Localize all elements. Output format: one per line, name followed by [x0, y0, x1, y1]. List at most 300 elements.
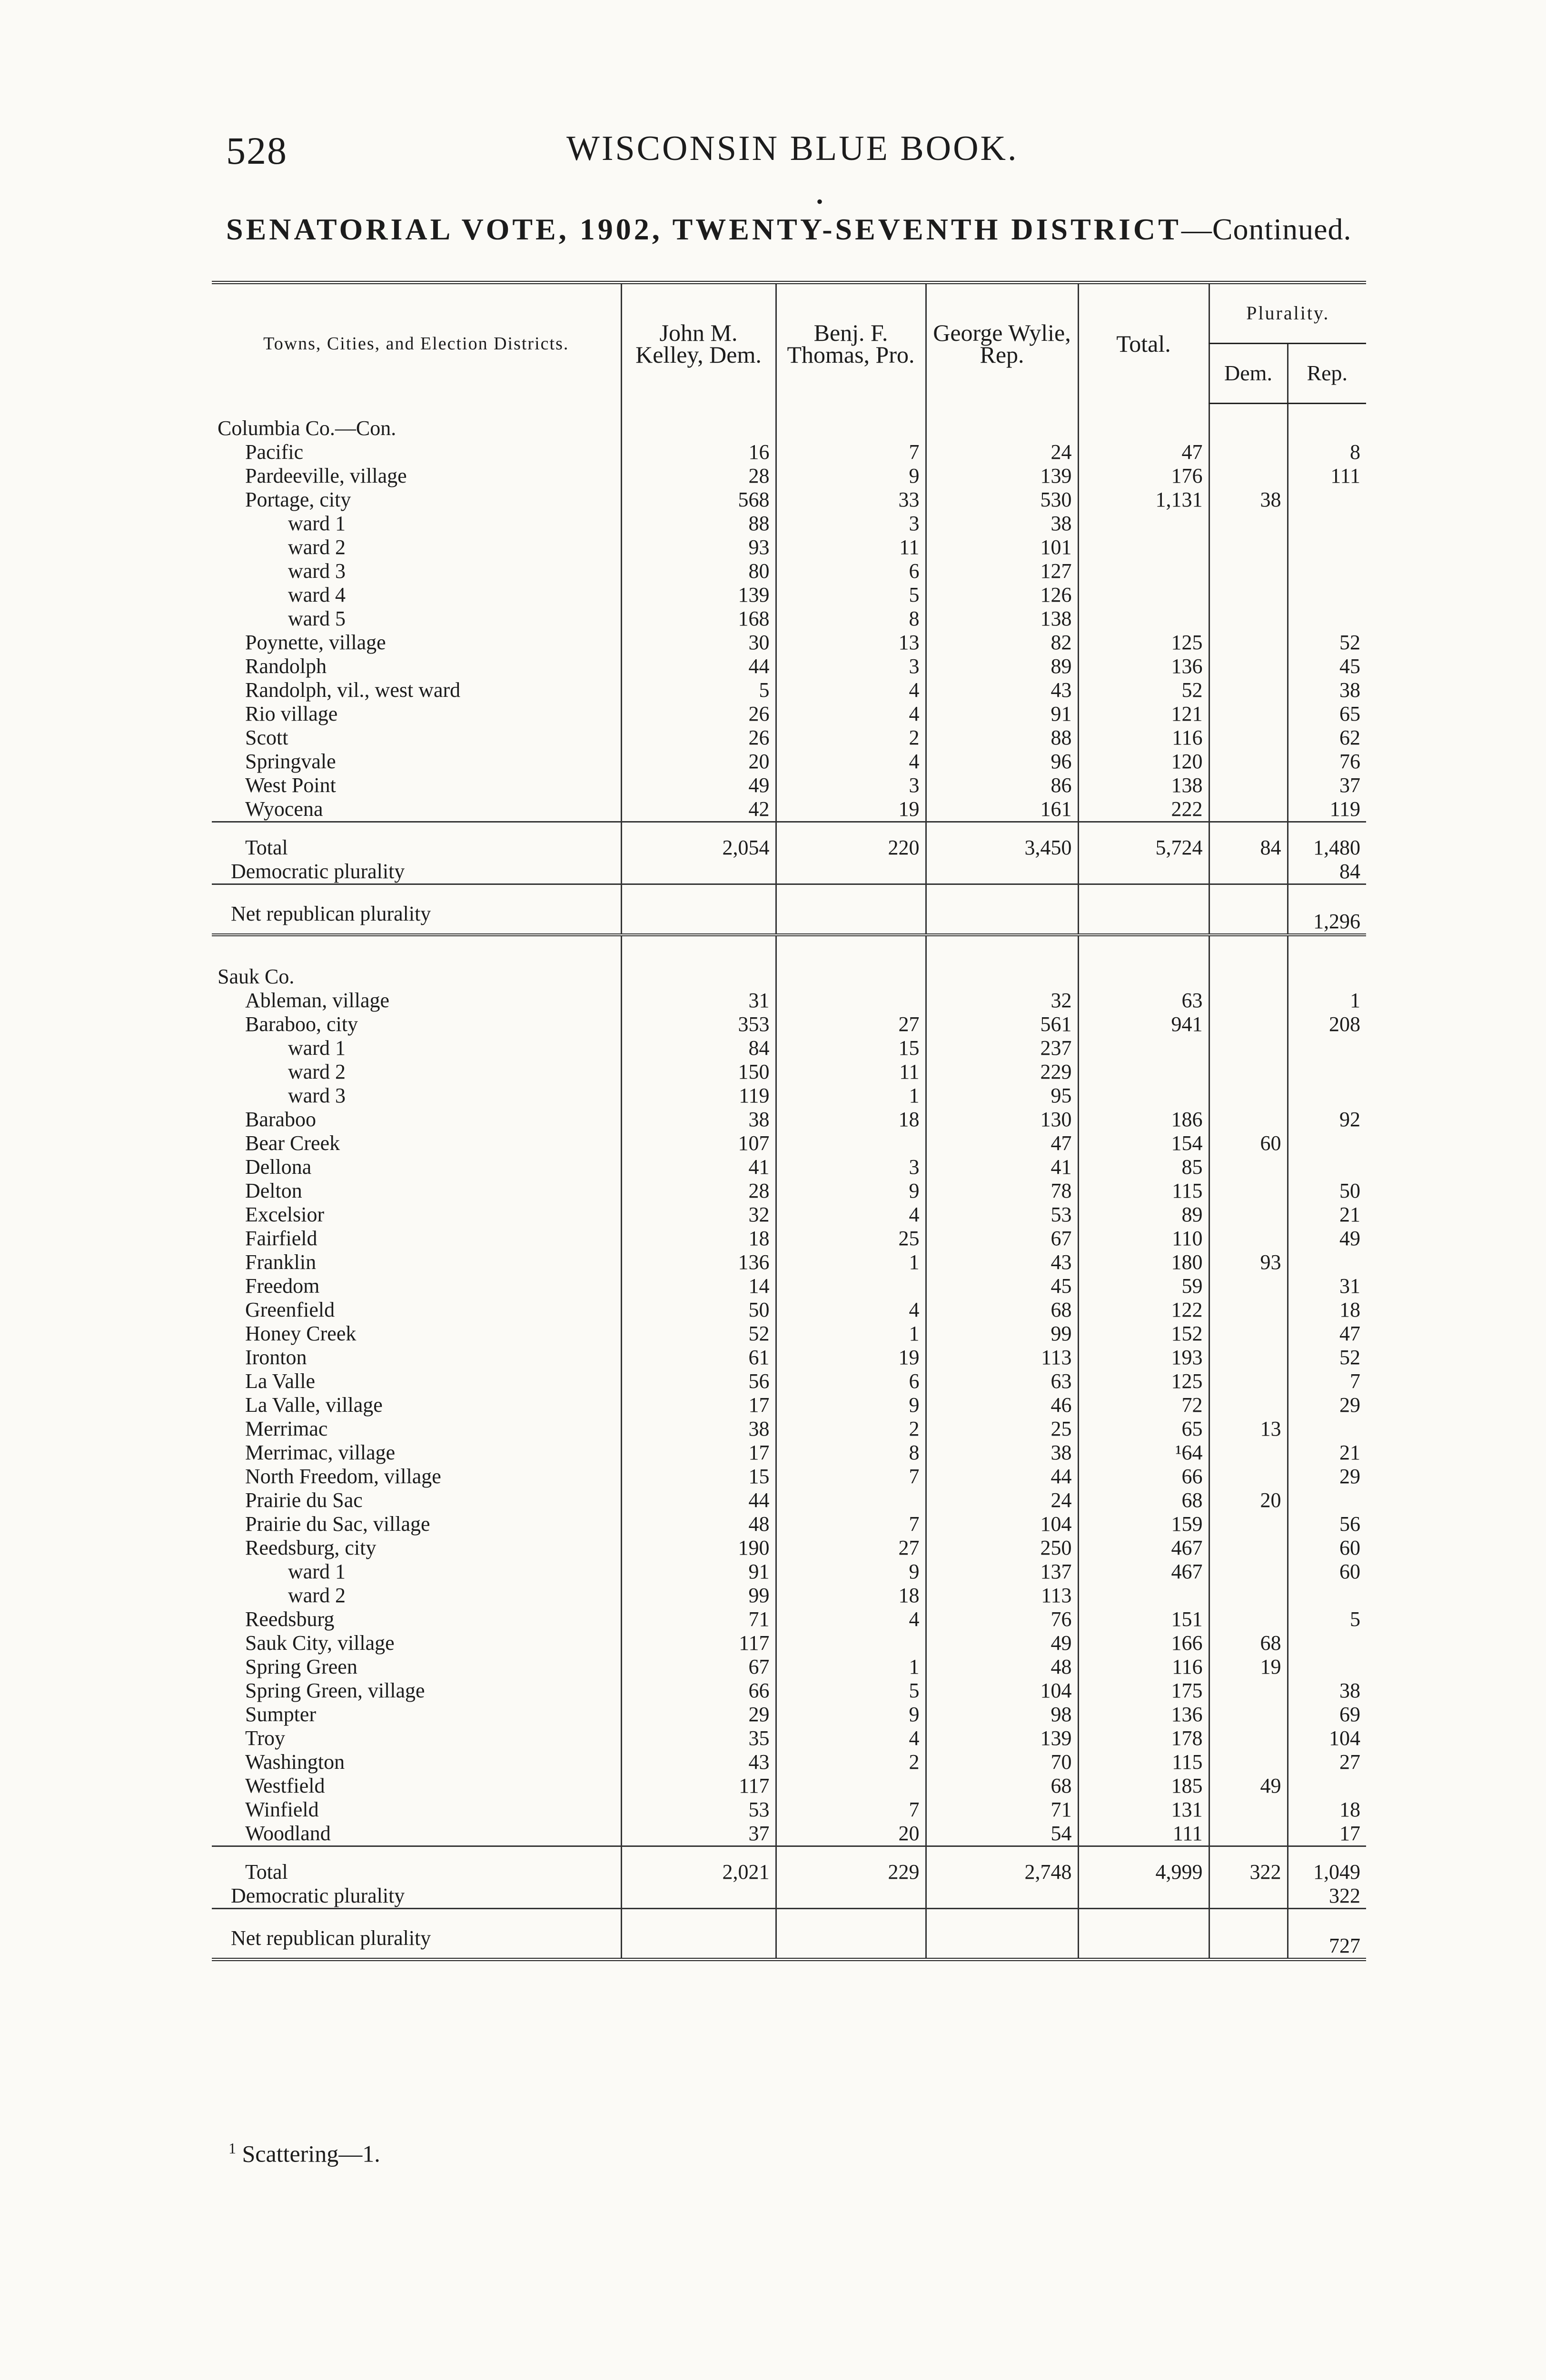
- district-name: Greenfield: [245, 1298, 335, 1321]
- cell-dem: [1209, 1346, 1288, 1369]
- cell-rep: [1288, 1131, 1366, 1155]
- cell-kelley: 42: [621, 797, 776, 822]
- cell-dem: [1209, 1298, 1288, 1322]
- cell-wylie: [926, 1884, 1078, 1909]
- table-row: [212, 1607, 1366, 1631]
- district-name: Sauk City, village: [245, 1631, 395, 1655]
- cell-total: 47: [1078, 440, 1209, 464]
- table-row: [212, 1250, 1366, 1274]
- district-name: Freedom: [245, 1274, 320, 1298]
- cell-total: [1078, 536, 1209, 559]
- table-row: [212, 678, 1366, 702]
- district-name: Woodland: [245, 1822, 331, 1845]
- net-plurality-label: Net republican plurality: [212, 1909, 621, 1960]
- cell-total: [1078, 512, 1209, 536]
- cell-total: 116: [1078, 726, 1209, 750]
- cell-dem: [1209, 464, 1288, 488]
- cell-wylie: 76: [926, 1607, 1078, 1631]
- cell-rep: 38: [1288, 678, 1366, 702]
- cell-rep: 65: [1288, 702, 1366, 726]
- cell-kelley: 43: [621, 1750, 776, 1774]
- district-name: Sumpter: [245, 1703, 317, 1726]
- cell-kelley: 26: [621, 702, 776, 726]
- cell-total: 178: [1078, 1726, 1209, 1750]
- cell-kelley: 41: [621, 1155, 776, 1179]
- cell-kelley: 56: [621, 1369, 776, 1393]
- cell-wylie: 96: [926, 750, 1078, 774]
- table-row: [212, 1131, 1366, 1155]
- cell-rep: 21: [1288, 1203, 1366, 1227]
- cell-kelley: 150: [621, 1060, 776, 1084]
- cell-dem: 20: [1209, 1488, 1288, 1512]
- cell-dem: 93: [1209, 1250, 1288, 1274]
- table-row: [212, 583, 1366, 607]
- cell-kelley: 38: [621, 1417, 776, 1441]
- cell-thomas: 9: [776, 1703, 926, 1726]
- cell-rep: 62: [1288, 726, 1366, 750]
- table-row: [212, 654, 1366, 678]
- cell-wylie: 68: [926, 1298, 1078, 1322]
- cell-wylie: 38: [926, 512, 1078, 536]
- total-kelley: 2,021: [621, 1846, 776, 1884]
- cell-rep: [1288, 1250, 1366, 1274]
- cell-kelley: 568: [621, 488, 776, 512]
- district-name: Poynette, village: [245, 631, 386, 654]
- cell-rep: [1288, 1774, 1366, 1798]
- cell-wylie: 139: [926, 1726, 1078, 1750]
- cell-rep: [1288, 559, 1366, 583]
- total-row: [212, 1846, 1366, 1884]
- cell-rep: 208: [1288, 1012, 1366, 1036]
- cell-dem: [1209, 1536, 1288, 1560]
- cell-kelley: 88: [621, 512, 776, 536]
- district-name: ward 1: [288, 1560, 346, 1583]
- section-heading-row: [212, 403, 1366, 440]
- cell-dem: [1209, 1512, 1288, 1536]
- district-name: Honey Creek: [245, 1322, 357, 1345]
- cell-dem: [1209, 440, 1288, 464]
- district-name: ward 2: [288, 536, 346, 559]
- cell-dem: [1209, 536, 1288, 559]
- cell-total: 52: [1078, 678, 1209, 702]
- table-row: [212, 1774, 1366, 1798]
- col-header-thomas: Benj. F. Thomas, Pro.: [776, 283, 926, 404]
- district-name: Ableman, village: [245, 989, 390, 1012]
- cell-dem: [1209, 702, 1288, 726]
- cell-wylie: 63: [926, 1369, 1078, 1393]
- footnote-text: Scattering—1.: [242, 2140, 380, 2167]
- cell-total: 193: [1078, 1346, 1209, 1369]
- district-name: ward 2: [288, 1060, 346, 1083]
- cell-thomas: 18: [776, 1584, 926, 1607]
- cell-thomas: 8: [776, 1441, 926, 1465]
- cell-wylie: [926, 1909, 1078, 1960]
- cell-rep: 119: [1288, 797, 1366, 822]
- district-name: Pacific: [245, 440, 304, 464]
- cell-wylie: 250: [926, 1536, 1078, 1560]
- cell-thomas: 20: [776, 1822, 926, 1846]
- table-row: [212, 726, 1366, 750]
- cell-rep: 18: [1288, 1798, 1366, 1822]
- cell-dem: [1209, 1227, 1288, 1250]
- cell-rep: [1288, 607, 1366, 631]
- cell-rep: 111: [1288, 464, 1366, 488]
- cell-thomas: 15: [776, 1036, 926, 1060]
- cell-rep: 45: [1288, 654, 1366, 678]
- cell-kelley: 37: [621, 1822, 776, 1846]
- cell-wylie: 101: [926, 536, 1078, 559]
- cell-thomas: 4: [776, 678, 926, 702]
- cell-thomas: 4: [776, 1726, 926, 1750]
- table-row: [212, 1298, 1366, 1322]
- cell-total: [1078, 1084, 1209, 1108]
- cell-dem: [1209, 631, 1288, 654]
- table-row: [212, 1560, 1366, 1584]
- table-row: [212, 1536, 1366, 1560]
- footnote: [228, 2140, 380, 2168]
- cell-rep: 5: [1288, 1607, 1366, 1631]
- cell-dem: 68: [1209, 1631, 1288, 1655]
- cell-rep: 29: [1288, 1393, 1366, 1417]
- header-dot: •: [816, 191, 823, 212]
- cell-thomas: [776, 1274, 926, 1298]
- cell-rep: 47: [1288, 1322, 1366, 1346]
- cell-thomas: 25: [776, 1227, 926, 1250]
- cell-wylie: 48: [926, 1655, 1078, 1679]
- district-name: Merrimac: [245, 1417, 328, 1440]
- col-header-district: Towns, Cities, and Election Districts.: [212, 283, 621, 404]
- cell-dem: [1209, 607, 1288, 631]
- cell-thomas: 1: [776, 1250, 926, 1274]
- district-name: La Valle: [245, 1369, 316, 1393]
- cell-thomas: [776, 884, 926, 935]
- district-name: ward 1: [288, 512, 346, 535]
- table-title: [226, 212, 1351, 247]
- cell-total: 68: [1078, 1488, 1209, 1512]
- district-name: Dellona: [245, 1155, 312, 1179]
- cell-dem: 13: [1209, 1417, 1288, 1441]
- cell-rep: [1288, 536, 1366, 559]
- cell-thomas: 7: [776, 1512, 926, 1536]
- cell-thomas: 4: [776, 1298, 926, 1322]
- cell-total: 111: [1078, 1822, 1209, 1846]
- cell-thomas: [776, 935, 926, 989]
- table-row: [212, 1441, 1366, 1465]
- table-row: [212, 631, 1366, 654]
- cell-dem: [1209, 1441, 1288, 1465]
- district-name: Randolph, vil., west ward: [245, 678, 461, 702]
- cell-kelley: 67: [621, 1655, 776, 1679]
- table-row: [212, 1036, 1366, 1060]
- cell-total: 59: [1078, 1274, 1209, 1298]
- cell-total: 176: [1078, 464, 1209, 488]
- cell-kelley: 117: [621, 1631, 776, 1655]
- dem-plurality-value: 322: [1288, 1884, 1366, 1909]
- cell-wylie: 104: [926, 1512, 1078, 1536]
- cell-kelley: 50: [621, 1298, 776, 1322]
- cell-total: ¹64: [1078, 1441, 1209, 1465]
- cell-wylie: 126: [926, 583, 1078, 607]
- total-thomas: 229: [776, 1846, 926, 1884]
- table-foot: [212, 1960, 1366, 1966]
- cell-wylie: 530: [926, 488, 1078, 512]
- total-kelley: 2,054: [621, 822, 776, 860]
- cell-rep: [1288, 488, 1366, 512]
- cell-thomas: 1: [776, 1084, 926, 1108]
- total-rep: 1,480: [1288, 822, 1366, 860]
- cell-thomas: 19: [776, 1346, 926, 1369]
- district-name: Winfield: [245, 1798, 319, 1821]
- cell-thomas: 13: [776, 631, 926, 654]
- cell-wylie: 237: [926, 1036, 1078, 1060]
- cell-rep: 104: [1288, 1726, 1366, 1750]
- cell-thomas: 6: [776, 1369, 926, 1393]
- table-row: [212, 1584, 1366, 1607]
- cell-kelley: 80: [621, 559, 776, 583]
- cell-total: 180: [1078, 1250, 1209, 1274]
- cell-thomas: 2: [776, 1750, 926, 1774]
- cell-kelley: 107: [621, 1131, 776, 1155]
- cell-wylie: 113: [926, 1346, 1078, 1369]
- cell-kelley: [621, 860, 776, 884]
- cell-rep: 52: [1288, 631, 1366, 654]
- cell-dem: [1209, 884, 1288, 935]
- cell-thomas: 1: [776, 1322, 926, 1346]
- cell-total: 116: [1078, 1655, 1209, 1679]
- cell-kelley: 136: [621, 1250, 776, 1274]
- cell-wylie: 70: [926, 1750, 1078, 1774]
- total-wylie: 2,748: [926, 1846, 1078, 1884]
- cell-dem: [1209, 654, 1288, 678]
- cell-thomas: [776, 1131, 926, 1155]
- cell-wylie: 95: [926, 1084, 1078, 1108]
- cell-dem: [1209, 583, 1288, 607]
- cell-total: 121: [1078, 702, 1209, 726]
- cell-total: 152: [1078, 1322, 1209, 1346]
- district-name: Portage, city: [245, 488, 351, 511]
- total-thomas: 220: [776, 822, 926, 860]
- district-name: ward 3: [288, 559, 346, 583]
- cell-rep: 38: [1288, 1679, 1366, 1703]
- cell-thomas: [776, 403, 926, 440]
- district-name: Spring Green, village: [245, 1679, 425, 1702]
- cell-wylie: 38: [926, 1441, 1078, 1465]
- cell-rep: 56: [1288, 1512, 1366, 1536]
- table-row: [212, 1822, 1366, 1846]
- cell-kelley: [621, 884, 776, 935]
- dem-plurality-value: 84: [1288, 860, 1366, 884]
- cell-wylie: [926, 884, 1078, 935]
- cell-rep: [1288, 512, 1366, 536]
- table-row: [212, 1679, 1366, 1703]
- cell-thomas: 2: [776, 726, 926, 750]
- table-row: [212, 989, 1366, 1012]
- cell-total: 110: [1078, 1227, 1209, 1250]
- district-name: Reedsburg, city: [245, 1536, 377, 1559]
- cell-total: 175: [1078, 1679, 1209, 1703]
- cell-wylie: 137: [926, 1560, 1078, 1584]
- cell-kelley: 91: [621, 1560, 776, 1584]
- cell-total: 115: [1078, 1179, 1209, 1203]
- table-row: [212, 1488, 1366, 1512]
- cell-rep: 92: [1288, 1108, 1366, 1131]
- table-row: [212, 1417, 1366, 1441]
- net-plurality-row: [212, 1909, 1366, 1960]
- cell-kelley: 48: [621, 1512, 776, 1536]
- cell-wylie: 43: [926, 1250, 1078, 1274]
- cell-thomas: 1: [776, 1655, 926, 1679]
- cell-wylie: 161: [926, 797, 1078, 822]
- cell-rep: 69: [1288, 1703, 1366, 1726]
- cell-thomas: 5: [776, 1679, 926, 1703]
- table-row: [212, 1703, 1366, 1726]
- table-row: [212, 1060, 1366, 1084]
- cell-thomas: 4: [776, 1203, 926, 1227]
- cell-kelley: 28: [621, 464, 776, 488]
- cell-wylie: 98: [926, 1703, 1078, 1726]
- cell-dem: 49: [1209, 1774, 1288, 1798]
- cell-total: 159: [1078, 1512, 1209, 1536]
- table-row: [212, 774, 1366, 797]
- col-header-plurality: Plurality.: [1209, 283, 1366, 344]
- cell-thomas: [776, 989, 926, 1012]
- cell-dem: [1209, 1179, 1288, 1203]
- cell-kelley: 53: [621, 1798, 776, 1822]
- district-name: Ironton: [245, 1346, 307, 1369]
- district-name: Rio village: [245, 702, 338, 725]
- cell-thomas: 3: [776, 512, 926, 536]
- cell-dem: [1209, 1822, 1288, 1846]
- cell-rep: 31: [1288, 1274, 1366, 1298]
- cell-dem: [1209, 750, 1288, 774]
- cell-dem: [1209, 512, 1288, 536]
- table-row: [212, 1274, 1366, 1298]
- cell-rep: 18: [1288, 1298, 1366, 1322]
- cell-dem: 19: [1209, 1655, 1288, 1679]
- cell-kelley: 44: [621, 1488, 776, 1512]
- cell-thomas: 4: [776, 1607, 926, 1631]
- cell-kelley: 16: [621, 440, 776, 464]
- cell-rep: 27: [1288, 1750, 1366, 1774]
- table-body: [212, 403, 1366, 1960]
- cell-total: 85: [1078, 1155, 1209, 1179]
- cell-kelley: [621, 1884, 776, 1909]
- cell-wylie: 49: [926, 1631, 1078, 1655]
- cell-thomas: 27: [776, 1012, 926, 1036]
- table-row: [212, 1631, 1366, 1655]
- cell-total: [1078, 1036, 1209, 1060]
- cell-kelley: 190: [621, 1536, 776, 1560]
- cell-rep: [1288, 1584, 1366, 1607]
- cell-wylie: 24: [926, 1488, 1078, 1512]
- cell-rep: [1288, 1488, 1366, 1512]
- cell-wylie: 67: [926, 1227, 1078, 1250]
- table-row: [212, 1108, 1366, 1131]
- total-rep: 1,049: [1288, 1846, 1366, 1884]
- district-name: ward 4: [288, 583, 346, 606]
- cell-kelley: [621, 1909, 776, 1960]
- total-total: 4,999: [1078, 1846, 1209, 1884]
- cell-rep: 29: [1288, 1465, 1366, 1488]
- total-dem: 84: [1209, 822, 1288, 860]
- cell-dem: [1209, 1465, 1288, 1488]
- cell-dem: [1209, 559, 1288, 583]
- cell-wylie: 53: [926, 1203, 1078, 1227]
- cell-dem: 38: [1209, 488, 1288, 512]
- cell-wylie: 104: [926, 1679, 1078, 1703]
- cell-thomas: [776, 860, 926, 884]
- district-name: ward 3: [288, 1084, 346, 1107]
- cell-thomas: [776, 1884, 926, 1909]
- page-number: 528: [226, 129, 287, 172]
- county-name: Sauk Co.: [212, 935, 621, 989]
- cell-kelley: 18: [621, 1227, 776, 1250]
- table-row: [212, 607, 1366, 631]
- cell-wylie: 86: [926, 774, 1078, 797]
- dem-plurality-label: Democratic plurality: [231, 1884, 405, 1907]
- cell-thomas: 11: [776, 1060, 926, 1084]
- cell-total: [1078, 1884, 1209, 1909]
- cell-rep: 60: [1288, 1560, 1366, 1584]
- cell-thomas: 8: [776, 607, 926, 631]
- cell-thomas: 27: [776, 1536, 926, 1560]
- cell-total: [1078, 860, 1209, 884]
- cell-dem: [1209, 1108, 1288, 1131]
- cell-total: 125: [1078, 1369, 1209, 1393]
- district-name: Randolph: [245, 654, 327, 678]
- cell-dem: [1209, 1703, 1288, 1726]
- cell-kelley: 49: [621, 774, 776, 797]
- cell-total: 66: [1078, 1465, 1209, 1488]
- cell-rep: [1288, 1417, 1366, 1441]
- cell-total: [1078, 935, 1209, 989]
- cell-total: 63: [1078, 989, 1209, 1012]
- cell-total: 72: [1078, 1393, 1209, 1417]
- cell-rep: 50: [1288, 1179, 1366, 1203]
- cell-dem: [1209, 1750, 1288, 1774]
- net-plurality-row: [212, 884, 1366, 935]
- district-name: Delton: [245, 1179, 302, 1202]
- table-title-main: SENATORIAL VOTE, 1902, TWENTY-SEVENTH DISTRICT: [226, 212, 1181, 246]
- cell-total: 136: [1078, 1703, 1209, 1726]
- cell-wylie: 41: [926, 1155, 1078, 1179]
- district-name: Baraboo: [245, 1108, 317, 1131]
- cell-kelley: 17: [621, 1441, 776, 1465]
- cell-rep: 8: [1288, 440, 1366, 464]
- table-row: [212, 1227, 1366, 1250]
- cell-dem: [1209, 1369, 1288, 1393]
- cell-thomas: [776, 1774, 926, 1798]
- cell-total: [1078, 1909, 1209, 1960]
- total-label: Total: [212, 822, 621, 860]
- cell-total: 131: [1078, 1798, 1209, 1822]
- cell-wylie: 82: [926, 631, 1078, 654]
- dem-plurality-label: Democratic plurality: [231, 860, 405, 883]
- col-header-kelley: John M. Kelley, Dem.: [621, 283, 776, 404]
- cell-rep: [1288, 1155, 1366, 1179]
- cell-dem: [1209, 1884, 1288, 1909]
- cell-dem: [1209, 1798, 1288, 1822]
- table-title-suffix: —Continued.: [1181, 212, 1352, 246]
- cell-thomas: 6: [776, 559, 926, 583]
- cell-total: 122: [1078, 1298, 1209, 1322]
- cell-total: [1078, 559, 1209, 583]
- cell-kelley: 99: [621, 1584, 776, 1607]
- district-name: Bear Creek: [245, 1131, 340, 1155]
- col-header-dem: Dem.: [1209, 343, 1288, 403]
- district-name: Troy: [245, 1726, 285, 1750]
- cell-kelley: 14: [621, 1274, 776, 1298]
